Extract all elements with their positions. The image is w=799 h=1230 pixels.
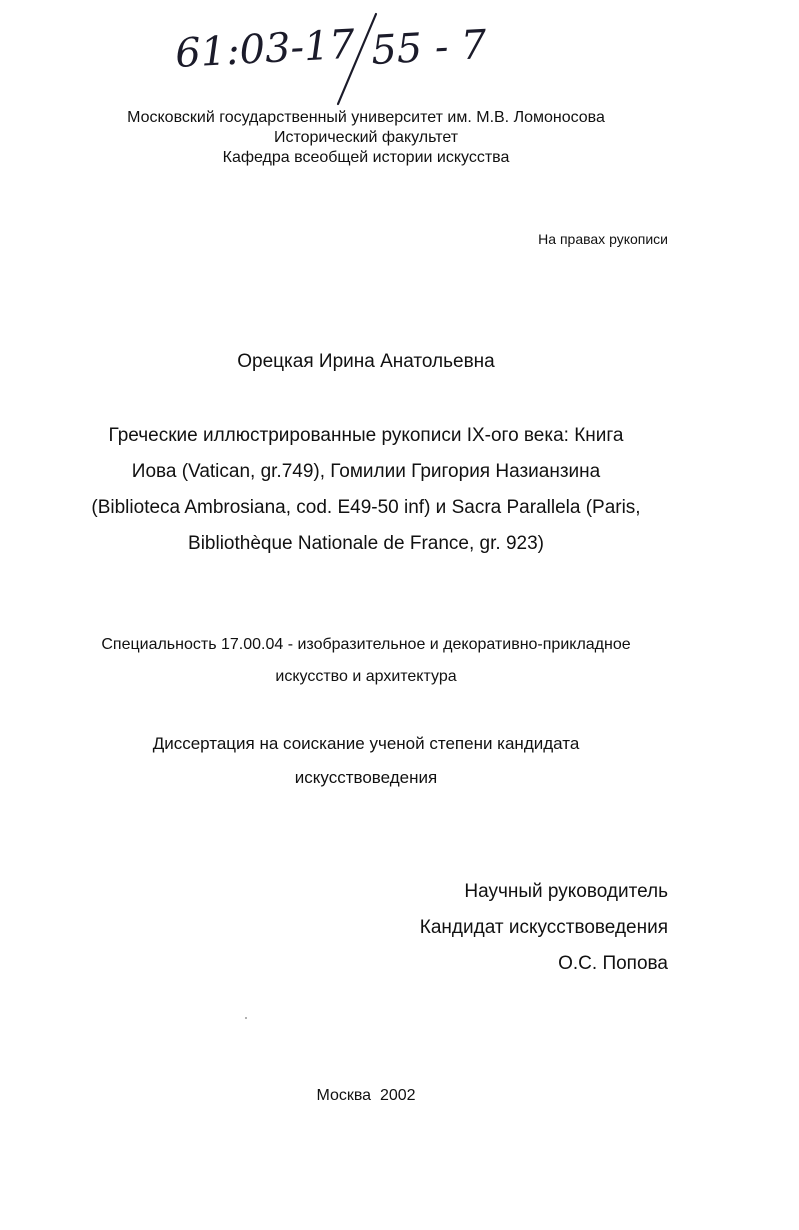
degree-line: искусствоведения bbox=[294, 768, 438, 787]
degree-statement bbox=[0, 727, 732, 795]
scan-speck bbox=[245, 1017, 247, 1019]
university-name: Московский государственный университет им. М.В. Ломоносова bbox=[127, 109, 605, 126]
department-name: Кафедра всеобщей истории искусства bbox=[222, 149, 510, 166]
archive-code-right: 55 - 7 bbox=[370, 22, 488, 74]
rights-note: На правах рукописи bbox=[538, 231, 668, 247]
faculty-name: Исторический факультет bbox=[273, 129, 459, 146]
title-line: Греческие иллюстрированные рукописи IX-ого века: Книга bbox=[108, 425, 624, 446]
title-line: Bibliothèque Nationale de France, gr. 923) bbox=[188, 533, 544, 554]
specialty-line: Специальность 17.00.04 - изобразительное и декоративно-прикладное bbox=[101, 636, 631, 653]
title-line: Иова (Vatican, gr.749), Гомилии Григория Назианзина bbox=[131, 461, 601, 482]
degree-line: Диссертация на соискание ученой степени кандидата bbox=[152, 734, 580, 753]
author-name: Орецкая Ирина Анатольевна bbox=[237, 351, 495, 372]
dissertation-title bbox=[0, 418, 732, 562]
specialty-line: искусство и архитектура bbox=[275, 668, 457, 685]
institution-header bbox=[0, 108, 732, 168]
advisor-role: Научный руководитель bbox=[464, 881, 668, 902]
city-year: Москва 2002 bbox=[316, 1087, 416, 1104]
advisor-name: О.С. Попова bbox=[558, 953, 668, 974]
archive-code-left: 61:03-17 bbox=[174, 21, 356, 77]
title-line: (Biblioteca Ambrosiana, cod. E49-50 inf) и Sacra Parallela (Paris, bbox=[91, 497, 641, 518]
handwritten-archive-code bbox=[170, 12, 510, 112]
specialty bbox=[0, 629, 732, 693]
advisor-degree: Кандидат искусствоведения bbox=[419, 917, 668, 938]
handwritten-code-drawing bbox=[170, 12, 510, 112]
advisor-block bbox=[420, 874, 668, 982]
